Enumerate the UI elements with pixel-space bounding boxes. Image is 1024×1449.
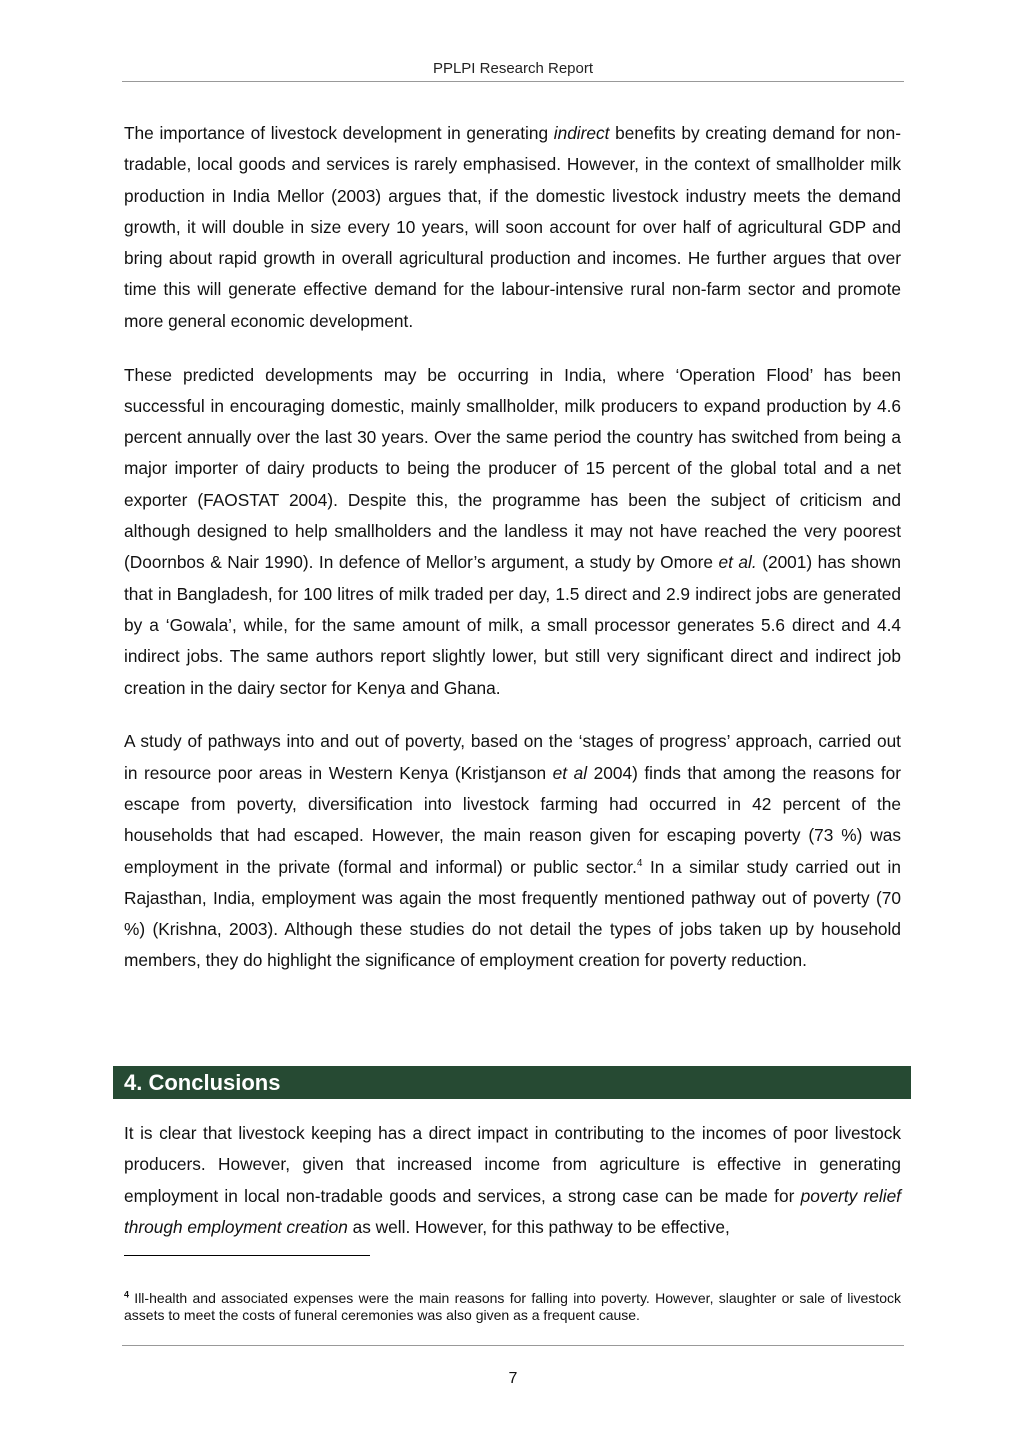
body-text-conclusions — [124, 1118, 901, 1266]
footnote-reference[interactable]: 4 — [636, 857, 643, 869]
paragraph-indirect-benefits: The importance of livestock development in generating indirect benefits by creating demand for non-tradable, local goods and services is rarely emphasised. However, in the context of smallholder milk production in India Mellor (2003) argues that, if the domestic livestock industry meets the demand growth, it will double in size every 10 years, will soon account for over half of agricultural GDP and bring about rapid growth in overall agricultural production and incomes. He further argues that over time this will generate effective demand for the labour-intensive rural non-farm sector and promote more general economic development. — [124, 123, 901, 331]
body-text-upper — [124, 118, 901, 999]
paragraph-pathways-poverty: A study of pathways into and out of poverty, based on the ‘stages of progress’ approach, carried out in resource poor areas in Western Kenya (Kristjanson et al 2004) finds that among the reasons for escape from poverty, diversification into livestock farming had occurred in 42 percent of the households that had escaped. However, the main reason given for escaping poverty (73 %) was employment in the private (formal and informal) or public sector.$^4$ In a similar study carried out in Rajasthan, India, employment was again the most frequently mentioned pathway out of poverty (70 %) (Krishna, 2003). Although these studies do not detail the types of jobs taken up by household members, they do highlight the significance of employment creation for poverty reduction. — [124, 731, 901, 971]
paragraph-conclusions: It is clear that livestock keeping has a direct impact in contributing to the incomes of poor livestock producers. However, given that increased income from agriculture is effective in generating employment in local non-tradable goods and services, a strong case can be made for poverty relief through employment creation as well. However, for this pathway to be effective, — [124, 1123, 901, 1237]
footnote-marker: 4 — [124, 1289, 130, 1300]
running-header: PPLPI Research Report — [122, 60, 904, 82]
paragraph-operation-flood: These predicted developments may be occurring in India, where ‘Operation Flood’ has been successful in encouraging domestic, mainly smallholder, milk producers to expand production by 4.6 percent annually over the last 30 years. Over the same period the country has switched from being a major importer of dairy products to being the producer of 15 percent of the global total and a net exporter (FAOSTAT 2004). Despite this, the programme has been the subject of criticism and although designed to help smallholders and the landless it may not have reached the very poorest (Doornbos & Nair 1990). In defence of Mellor’s argument, a study by Omore et al. (2001) has shown that in Bangladesh, for 100 litres of milk traded per day, 1.5 direct and 2.9 indirect jobs are generated by a ‘Gowala’, while, for the same amount of milk, a small processor generates 5.6 direct and 4.4 indirect jobs. The same authors report slightly lower, but still very significant direct and indirect job creation in the dairy sector for Kenya and Ghana. — [124, 364, 901, 698]
page-number: 7 — [508, 1370, 518, 1387]
section-heading-conclusions: 4. Conclusions — [113, 1066, 911, 1099]
footnote-separator — [124, 1255, 370, 1256]
footer-rule — [122, 1345, 904, 1346]
footnote-text: Ill-health and associated expenses were the main reasons for falling into poverty. However, slaughter or sale of livestock assets to meet the costs of funeral ceremonies was also given as a frequent cause. — [124, 1290, 901, 1323]
footnote — [124, 1290, 901, 1324]
